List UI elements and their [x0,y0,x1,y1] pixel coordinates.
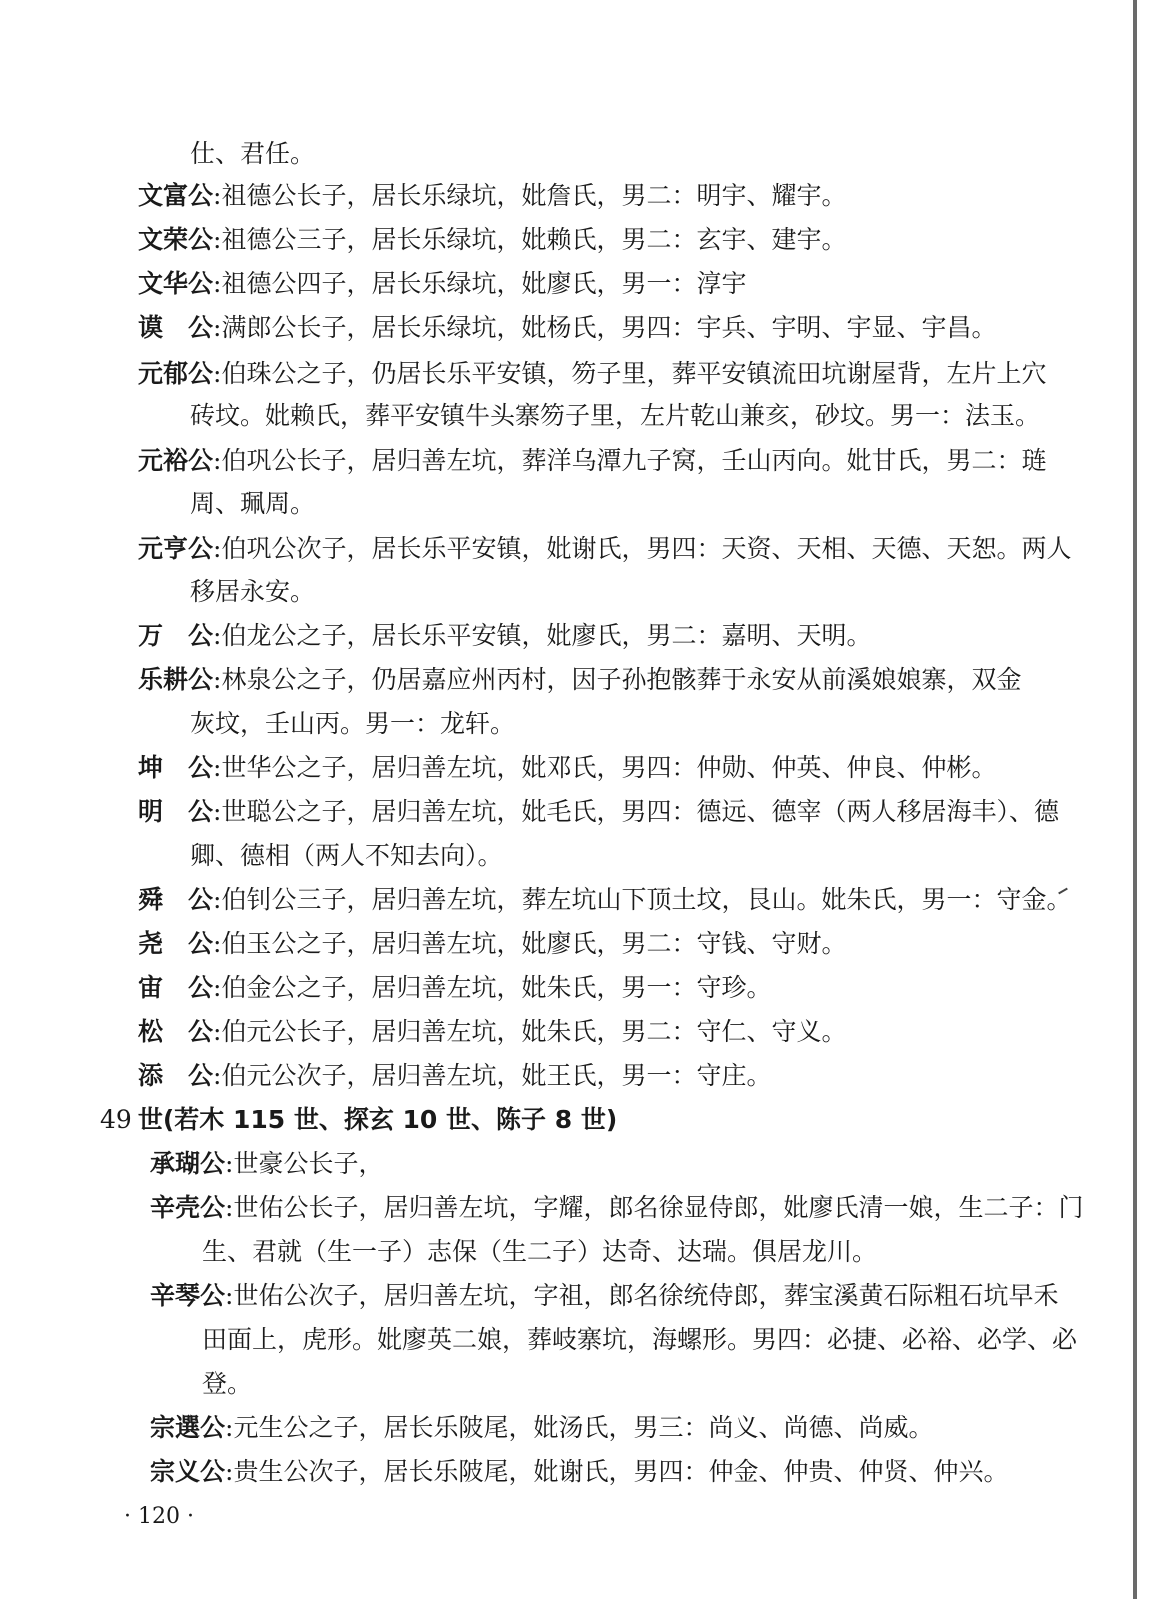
entry-line [138,882,1071,918]
entry-line [138,970,771,1006]
entry-line [190,486,315,522]
entry-text: :世佑公长子，居归善左坑，字耀，郎名徐显侍郎，妣廖氏清一娘，生二子：门 [225,1193,1084,1222]
entry-name: 添 公 [138,1061,214,1090]
entry-name: 舜 公 [138,885,214,914]
entry-name: 辛琴公 [150,1281,226,1310]
entry-name: 元亨公 [138,534,214,563]
entry-name: 宙 公 [138,973,214,1002]
entry-line [150,1190,1083,1226]
entry-name: 元裕公 [138,446,214,475]
entry-text: :伯钊公三子，居归善左坑，葬左坑山下顶土坟，艮山。妣朱氏，男一：守金。 [213,885,1072,914]
scan-edge [1133,0,1137,1599]
entry-text: 田面上，虎形。妣廖英二娘，葬岐寨坑，海螺形。男四：必捷、必裕、必学、必 [202,1325,1078,1354]
generation-label: 世(若木 115 世、探玄 10 世、陈子 8 世) [137,1105,618,1134]
entry-text: 卿、德相（两人不知去向）。 [190,841,503,870]
entry-name: 坤 公 [138,753,214,782]
entry-text: 移居永安。 [190,577,316,606]
entry-name: 文华公 [138,269,214,298]
entry-text: :世聪公之子，居归善左坑，妣毛氏，男四：德远、德宰（两人移居海丰）、德 [213,797,1059,826]
entry-line [138,794,1059,830]
entry-name: 谟 公 [138,313,214,342]
entry-text: :伯玉公之子，居归善左坑，妣廖氏，男二：守钱、守财。 [213,929,847,958]
entry-text: :祖德公长子，居长乐绿坑，妣詹氏，男二：明宇、耀宇。 [213,181,847,210]
entry-text: 登。 [202,1369,253,1398]
entry-line [138,1058,771,1094]
entry-line [138,750,996,786]
entry-name: 文富公 [138,181,214,210]
entry-line [138,310,996,346]
entry-line [138,662,1021,698]
entry-text: :祖德公三子，居长乐绿坑，妣赖氏，男二：玄宇、建宇。 [213,225,847,254]
entry-line [138,531,1071,567]
generation-heading [100,1102,617,1138]
entry-text: :伯金公之子，居归善左坑，妣朱氏，男一：守珍。 [213,973,772,1002]
entry-text: :伯元公次子，居归善左坑，妣王氏，男一：守庄。 [213,1061,772,1090]
entry-line [138,178,846,214]
entry-line [138,618,871,654]
entry-text: :元生公之子，居长乐陂尾，妣汤氏，男三：尚义、尚德、尚威。 [225,1413,934,1442]
entry-name: 宗選公 [150,1413,226,1442]
entry-line [150,1410,933,1446]
entry-text: :满郎公长子，居长乐绿坑，妣杨氏，男四：宇兵、宇明、宇显、宇昌。 [213,313,997,342]
entry-line [138,1014,846,1050]
entry-line [138,443,1046,479]
entry-text: :伯龙公之子，居长乐平安镇，妣廖氏，男二：嘉明、天明。 [213,621,872,650]
entry-text: :伯珠公之子，仍居长乐平安镇，笏子里，葬平安镇流田坑谢屋背，左片上穴 [213,359,1047,388]
entry-text: 灰坟，壬山丙。男一：龙轩。 [190,709,516,738]
entry-line [190,398,1040,434]
page-number: · 120 · [124,1504,194,1529]
entry-text: :伯巩公次子，居长乐平安镇，妣谢氏，男四：天资、天相、天德、天恕。两人 [213,534,1072,563]
entry-name: 元郁公 [138,359,214,388]
entry-line [150,1146,383,1182]
entry-name: 宗义公 [150,1457,226,1486]
entry-text: :世佑公次子，居归善左坑，字祖，郎名徐统侍郎，葬宝溪黄石际粗石坑早禾 [225,1281,1059,1310]
entry-name: 松 公 [138,1017,214,1046]
entry-line [150,1278,1058,1314]
entry-line [190,574,315,610]
entry-name: 辛壳公 [150,1193,226,1222]
entry-name: 明 公 [138,797,214,826]
entry-text: :伯巩公长子，居归善左坑，葬洋乌潭九子窝，壬山丙向。妣甘氏，男二：琏 [213,446,1047,475]
entry-text: 周、珮周。 [190,489,316,518]
entry-line [138,356,1046,392]
entry-name: 万 公 [138,621,214,650]
entry-text: :世华公之子，居归善左坑，妣邓氏，男四：仲勋、仲英、仲良、仲彬。 [213,753,997,782]
entry-line [202,1234,877,1270]
entry-line [138,266,746,302]
entry-text: 砖坟。妣赖氏，葬平安镇牛头寨笏子里，左片乾山兼亥，砂坟。男一：法玉。 [190,401,1041,430]
entry-line [190,136,315,172]
entry-line [138,926,846,962]
entry-text: 仕、君任。 [190,139,316,168]
entry-name: 文荣公 [138,225,214,254]
entry-line [190,706,515,742]
entry-line [202,1366,252,1402]
entry-text: :林泉公之子，仍居嘉应州丙村，因子孙抱骸葬于永安从前溪娘娘寨，双金 [213,665,1022,694]
entry-line [190,838,503,874]
entry-name: 尧 公 [138,929,214,958]
entry-line [138,222,846,258]
entry-text: :伯元公长子，居归善左坑，妣朱氏，男二：守仁、守义。 [213,1017,847,1046]
entry-text: :祖德公四子，居长乐绿坑，妣廖氏，男一：淳宇 [213,269,747,298]
entry-text: 生、君就（生一子）志保（生二子）达奇、达瑞。俱居龙川。 [202,1237,878,1266]
entry-line [202,1322,1077,1358]
entry-text: :贵生公次子，居长乐陂尾，妣谢氏，男四：仲金、仲贵、仲贤、仲兴。 [225,1457,1009,1486]
entry-text: :世豪公长子， [225,1149,384,1178]
entry-name: 乐耕公 [138,665,214,694]
entry-line [150,1454,1008,1490]
generation-number: 49 [100,1105,132,1134]
entry-name: 承瑚公 [150,1149,226,1178]
